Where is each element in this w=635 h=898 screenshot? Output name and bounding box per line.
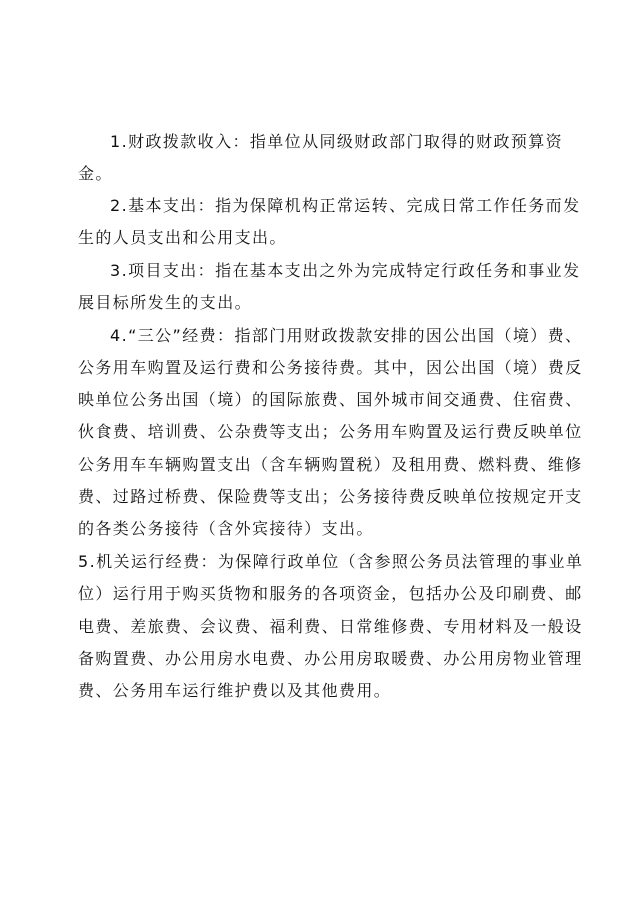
text-line: 展目标所发生的支出。 bbox=[78, 293, 253, 312]
text-line: 费、过路过桥费、保险费等支出；公务接待费反映单位按规定开支 bbox=[78, 487, 583, 506]
text-line: 生的人员支出和公用支出。 bbox=[78, 228, 287, 247]
text-line: 的各类公务接待（含外宾接待）支出。 bbox=[78, 519, 374, 538]
text-line: 伙食费、培训费、公杂费等支出；公务用车购置及运行费反映单位 bbox=[78, 422, 583, 441]
text-line: 2.基本支出：指为保障机构正常运转、完成日常工作任务而发 bbox=[110, 196, 581, 215]
text-line: 电费、差旅费、会议费、福利费、日常维修费、专用材料及一般设 bbox=[78, 617, 583, 636]
text-line: 公务用车购置及运行费和公务接待费。其中，因公出国（境）费反 bbox=[78, 358, 583, 377]
text-line: 4.“三公”经费：指部门用财政拨款安排的因公出国（境）费、 bbox=[110, 326, 583, 345]
text-line: 映单位公务出国（境）的国际旅费、国外城市间交通费、住宿费、 bbox=[78, 390, 583, 409]
text-line: 金。 bbox=[78, 164, 113, 183]
text-line: 3.项目支出：指在基本支出之外为完成特定行政任务和事业发 bbox=[110, 261, 581, 280]
text-line: 公务用车车辆购置支出（含车辆购置税）及租用费、燃料费、维修 bbox=[78, 455, 583, 474]
text-line: 费、公务用车运行维护费以及其他费用。 bbox=[78, 681, 392, 700]
text-line: 5.机关运行经费：为保障行政单位（含参照公务员法管理的事业单 bbox=[78, 552, 584, 571]
text-line: 备购置费、办公用房水电费、办公用房取暖费、办公用房物业管理 bbox=[78, 649, 583, 668]
text-line: 位）运行用于购买货物和服务的各项资金，包括办公及印刷费、邮 bbox=[78, 584, 583, 603]
text-line: 1.财政拨款收入：指单位从同级财政部门取得的财政预算资 bbox=[110, 132, 564, 151]
